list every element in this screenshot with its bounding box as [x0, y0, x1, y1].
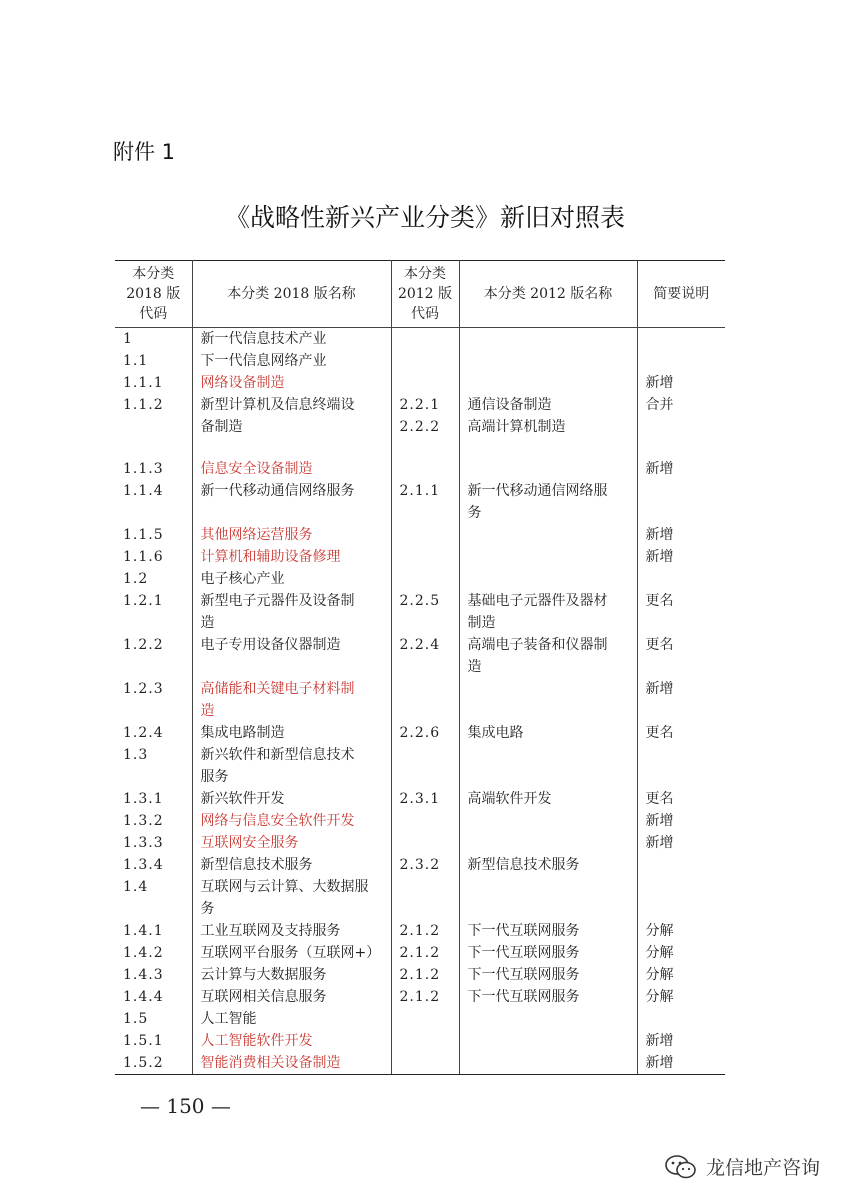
wechat-icon: [664, 1154, 698, 1180]
row-name-2012: 造: [459, 656, 637, 678]
row-name-2012: [459, 1052, 637, 1075]
table-row: [115, 1008, 725, 1030]
row-note: 新增: [637, 524, 725, 546]
row-name-2018: 新一代移动通信网络服务: [192, 480, 391, 502]
row-name-2018: 服务: [192, 766, 391, 788]
row-code-2012: [391, 898, 459, 920]
row-note: [637, 898, 725, 920]
table-row: [115, 524, 725, 546]
row-code-2012: [391, 766, 459, 788]
row-note: 分解: [637, 986, 725, 1008]
row-name-2018: 新型电子元器件及设备制: [192, 590, 391, 612]
row-name-2018: 集成电路制造: [192, 722, 391, 744]
row-note: 新增: [637, 832, 725, 854]
row-code-2018: 1.1.6: [115, 546, 192, 568]
row-name-2018: [192, 438, 391, 458]
header-code-2018: 本分类 2018 版 代码: [115, 261, 192, 328]
row-name-2012: 下一代互联网服务: [459, 920, 637, 942]
row-code-2018: [115, 438, 192, 458]
row-name-2012: 集成电路: [459, 722, 637, 744]
row-code-2012: [391, 438, 459, 458]
row-code-2012: 2.1.2: [391, 986, 459, 1008]
row-name-2018: 工业互联网及支持服务: [192, 920, 391, 942]
row-code-2012: [391, 502, 459, 524]
row-code-2018: 1.2.1: [115, 590, 192, 612]
row-code-2012: [391, 876, 459, 898]
row-name-2018: 新型信息技术服务: [192, 854, 391, 876]
row-name-2012: 高端电子装备和仪器制: [459, 634, 637, 656]
row-name-2018: 电子专用设备仪器制造: [192, 634, 391, 656]
table-row: [115, 394, 725, 416]
row-name-2018: 新型计算机及信息终端设: [192, 394, 391, 416]
header-name-2018: 本分类 2018 版名称: [192, 261, 391, 328]
table-row: [115, 568, 725, 590]
row-note: 新增: [637, 1030, 725, 1052]
row-name-2018: 计算机和辅助设备修理: [192, 546, 391, 568]
row-name-2012: [459, 1008, 637, 1030]
row-code-2018: 1.3: [115, 744, 192, 766]
table-row: [115, 854, 725, 876]
table-row: [115, 372, 725, 394]
table-row: [115, 942, 725, 964]
row-note: 新增: [637, 458, 725, 480]
page-title: 《战略性新兴产业分类》新旧对照表: [224, 203, 625, 232]
row-name-2018: 人工智能软件开发: [192, 1030, 391, 1052]
row-code-2012: 2.2.5: [391, 590, 459, 612]
row-code-2018: 1.1.2: [115, 394, 192, 416]
row-code-2018: 1.1.3: [115, 458, 192, 480]
row-code-2018: 1.1: [115, 350, 192, 372]
row-name-2018: 互联网平台服务（互联网+）: [192, 942, 391, 964]
row-code-2012: [391, 678, 459, 700]
row-name-2018: 人工智能: [192, 1008, 391, 1030]
row-name-2018: 互联网安全服务: [192, 832, 391, 854]
row-note: [637, 854, 725, 876]
table-row: [115, 328, 725, 351]
row-code-2012: 2.1.1: [391, 480, 459, 502]
row-code-2018: 1.2.2: [115, 634, 192, 656]
row-name-2012: [459, 766, 637, 788]
row-code-2012: 2.2.6: [391, 722, 459, 744]
row-name-2018: 网络与信息安全软件开发: [192, 810, 391, 832]
row-code-2012: 2.3.2: [391, 854, 459, 876]
row-name-2012: [459, 832, 637, 854]
row-name-2012: 高端计算机制造: [459, 416, 637, 438]
row-code-2012: [391, 350, 459, 372]
row-name-2012: 下一代互联网服务: [459, 964, 637, 986]
table-row: [115, 898, 725, 920]
row-note: 新增: [637, 546, 725, 568]
row-code-2012: [391, 328, 459, 351]
row-code-2018: [115, 502, 192, 524]
row-note: [637, 656, 725, 678]
row-name-2012: [459, 328, 637, 351]
table-row: [115, 634, 725, 656]
row-name-2018: [192, 502, 391, 524]
row-code-2012: [391, 612, 459, 634]
row-name-2018: 备制造: [192, 416, 391, 438]
header-code-2012: 本分类 2012 版 代码: [391, 261, 459, 328]
table-row: [115, 964, 725, 986]
table-row: [115, 810, 725, 832]
row-name-2012: [459, 810, 637, 832]
row-name-2012: [459, 744, 637, 766]
table-header-row: [115, 261, 725, 328]
table-row: [115, 438, 725, 458]
row-code-2012: 2.1.2: [391, 964, 459, 986]
row-note: [637, 438, 725, 458]
row-code-2018: [115, 416, 192, 438]
row-name-2018: 下一代信息网络产业: [192, 350, 391, 372]
row-code-2018: 1.1.5: [115, 524, 192, 546]
row-note: 分解: [637, 920, 725, 942]
table-row: [115, 986, 725, 1008]
row-code-2012: [391, 546, 459, 568]
row-code-2012: 2.2.4: [391, 634, 459, 656]
row-code-2012: [391, 700, 459, 722]
table-row: [115, 416, 725, 438]
row-name-2012: 下一代互联网服务: [459, 942, 637, 964]
table-row: [115, 1030, 725, 1052]
row-note: 更名: [637, 722, 725, 744]
row-code-2012: 2.3.1: [391, 788, 459, 810]
watermark-text: 龙信地产咨询: [705, 1157, 820, 1179]
row-name-2012: [459, 524, 637, 546]
table-row: [115, 480, 725, 502]
row-code-2018: 1.2.4: [115, 722, 192, 744]
header-name-2012: 本分类 2012 版名称: [459, 261, 637, 328]
row-note: [637, 328, 725, 351]
row-code-2012: [391, 568, 459, 590]
row-name-2018: 新兴软件和新型信息技术: [192, 744, 391, 766]
row-code-2012: [391, 1030, 459, 1052]
row-code-2018: 1.1.1: [115, 372, 192, 394]
row-name-2012: 务: [459, 502, 637, 524]
row-code-2018: [115, 612, 192, 634]
row-note: [637, 502, 725, 524]
row-note: [637, 700, 725, 722]
table-row: [115, 656, 725, 678]
row-name-2018: 智能消费相关设备制造: [192, 1052, 391, 1075]
row-name-2012: 基础电子元器件及器材: [459, 590, 637, 612]
row-code-2012: 2.2.2: [391, 416, 459, 438]
row-name-2012: [459, 350, 637, 372]
row-code-2018: 1.4.1: [115, 920, 192, 942]
table-row: [115, 350, 725, 372]
row-name-2012: 下一代互联网服务: [459, 986, 637, 1008]
row-note: 新增: [637, 678, 725, 700]
row-name-2012: 新型信息技术服务: [459, 854, 637, 876]
row-code-2012: [391, 1008, 459, 1030]
table-row: [115, 920, 725, 942]
row-code-2012: 2.2.1: [391, 394, 459, 416]
row-name-2018: 信息安全设备制造: [192, 458, 391, 480]
page-number: — 150 —: [140, 1094, 231, 1118]
row-note: [637, 416, 725, 438]
row-code-2018: [115, 656, 192, 678]
table-row: [115, 744, 725, 766]
row-name-2012: [459, 546, 637, 568]
comparison-table: [115, 260, 725, 1075]
row-code-2018: 1: [115, 328, 192, 351]
row-name-2012: 高端软件开发: [459, 788, 637, 810]
table-row: [115, 590, 725, 612]
row-note: 新增: [637, 1052, 725, 1075]
row-code-2012: [391, 656, 459, 678]
row-name-2018: 新一代信息技术产业: [192, 328, 391, 351]
row-code-2012: 2.1.2: [391, 920, 459, 942]
row-code-2018: 1.2: [115, 568, 192, 590]
row-code-2012: [391, 744, 459, 766]
table-row: [115, 766, 725, 788]
row-code-2018: 1.2.3: [115, 678, 192, 700]
row-code-2018: [115, 700, 192, 722]
row-code-2018: 1.4: [115, 876, 192, 898]
row-code-2018: 1.3.1: [115, 788, 192, 810]
row-note: 分解: [637, 964, 725, 986]
row-code-2018: 1.5: [115, 1008, 192, 1030]
row-code-2012: [391, 810, 459, 832]
row-name-2012: 通信设备制造: [459, 394, 637, 416]
row-name-2012: [459, 1030, 637, 1052]
row-name-2018: 务: [192, 898, 391, 920]
row-note: [637, 1008, 725, 1030]
table-row: [115, 502, 725, 524]
row-name-2012: [459, 700, 637, 722]
row-note: 新增: [637, 810, 725, 832]
table-row: [115, 458, 725, 480]
row-code-2012: 2.1.2: [391, 942, 459, 964]
row-name-2018: 电子核心产业: [192, 568, 391, 590]
row-code-2018: 1.3.4: [115, 854, 192, 876]
table-row: [115, 700, 725, 722]
row-note: 更名: [637, 590, 725, 612]
row-code-2018: 1.1.4: [115, 480, 192, 502]
row-name-2012: [459, 458, 637, 480]
row-note: 合并: [637, 394, 725, 416]
row-name-2012: [459, 678, 637, 700]
row-code-2018: [115, 766, 192, 788]
row-note: 新增: [637, 372, 725, 394]
row-note: [637, 766, 725, 788]
row-code-2012: [391, 832, 459, 854]
row-note: [637, 612, 725, 634]
annex-label: 附件 1: [113, 140, 176, 164]
row-code-2018: 1.4.2: [115, 942, 192, 964]
table-row: [115, 546, 725, 568]
row-note: [637, 876, 725, 898]
row-name-2018: 造: [192, 700, 391, 722]
row-code-2012: [391, 524, 459, 546]
row-note: 更名: [637, 788, 725, 810]
row-note: [637, 350, 725, 372]
row-name-2018: 互联网与云计算、大数据服: [192, 876, 391, 898]
row-name-2012: [459, 372, 637, 394]
row-code-2018: [115, 898, 192, 920]
row-name-2018: 造: [192, 612, 391, 634]
row-name-2018: [192, 656, 391, 678]
row-name-2012: 新一代移动通信网络服: [459, 480, 637, 502]
row-name-2012: [459, 898, 637, 920]
table-row: [115, 612, 725, 634]
table-row: [115, 1052, 725, 1075]
watermark: [664, 1153, 820, 1180]
row-name-2012: 制造: [459, 612, 637, 634]
row-name-2018: 新兴软件开发: [192, 788, 391, 810]
row-code-2012: [391, 458, 459, 480]
row-code-2018: 1.4.4: [115, 986, 192, 1008]
row-name-2018: 其他网络运营服务: [192, 524, 391, 546]
header-note: 简要说明: [637, 261, 725, 328]
table-row: [115, 788, 725, 810]
row-note: [637, 480, 725, 502]
row-note: 分解: [637, 942, 725, 964]
table-row: [115, 876, 725, 898]
row-code-2018: 1.3.3: [115, 832, 192, 854]
table-body: [115, 328, 725, 1075]
table-row: [115, 832, 725, 854]
row-name-2018: 网络设备制造: [192, 372, 391, 394]
row-name-2018: 高储能和关键电子材料制: [192, 678, 391, 700]
row-code-2012: [391, 372, 459, 394]
row-name-2012: [459, 568, 637, 590]
row-name-2012: [459, 876, 637, 898]
table-row: [115, 678, 725, 700]
row-code-2018: 1.3.2: [115, 810, 192, 832]
row-name-2018: 云计算与大数据服务: [192, 964, 391, 986]
row-note: 更名: [637, 634, 725, 656]
row-note: [637, 568, 725, 590]
table-row: [115, 722, 725, 744]
row-code-2018: 1.5.2: [115, 1052, 192, 1075]
row-code-2018: 1.5.1: [115, 1030, 192, 1052]
row-name-2012: [459, 438, 637, 458]
row-code-2012: [391, 1052, 459, 1075]
row-code-2018: 1.4.3: [115, 964, 192, 986]
row-note: [637, 744, 725, 766]
row-name-2018: 互联网相关信息服务: [192, 986, 391, 1008]
